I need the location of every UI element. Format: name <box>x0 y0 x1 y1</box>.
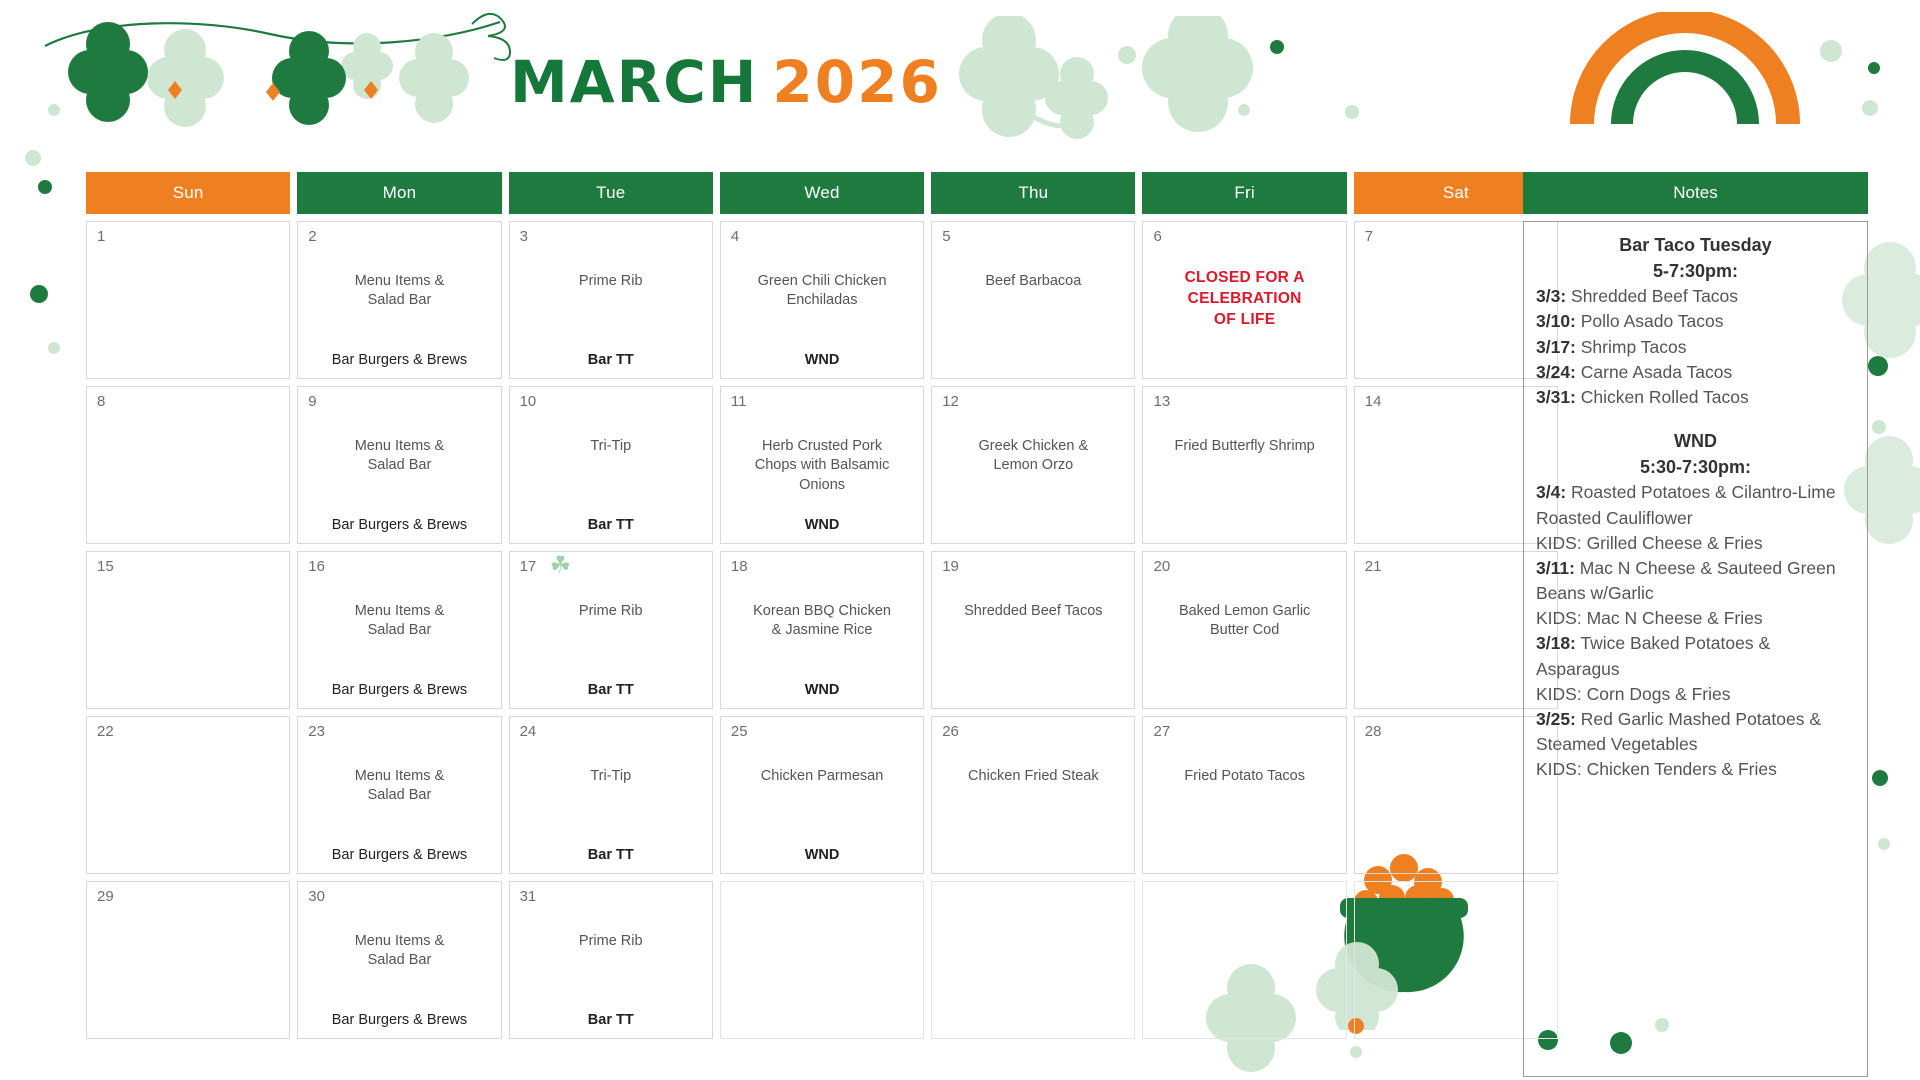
day-footer-label: Bar Burgers & Brews <box>331 1012 468 1028</box>
calendar-day-cell <box>1142 221 1346 379</box>
calendar-day-cell <box>1142 386 1346 544</box>
note-text: Red Garlic Mashed Potatoes & Steamed Vegetables <box>1536 709 1822 755</box>
calendar-day-cell <box>931 716 1135 874</box>
note-text: KIDS: Grilled Cheese & Fries <box>1536 532 1763 553</box>
note-text: Pollo Asado Tacos <box>1575 311 1724 332</box>
dot-decoration <box>1270 40 1284 54</box>
day-number: 2 <box>308 228 317 245</box>
calendar-day-cell <box>720 221 924 379</box>
daily-special: Prime Rib <box>578 933 643 949</box>
daily-special: Baked Lemon Garlic Butter Cod <box>1178 603 1311 639</box>
day-footer-label: Bar Burgers & Brews <box>331 847 468 863</box>
dot-decoration <box>25 150 41 166</box>
day-number: 20 <box>1153 558 1171 575</box>
day-number: 18 <box>730 558 748 575</box>
calendar-day-grid <box>86 221 1516 1039</box>
note-text: Carne Asada Tacos <box>1575 361 1733 382</box>
day-number: 10 <box>519 393 537 410</box>
calendar-grid <box>86 172 1516 1039</box>
wnd-title: WND <box>1674 431 1717 452</box>
calendar-day-cell <box>297 386 501 544</box>
daily-special: Menu Items & Salad Bar <box>354 438 445 474</box>
day-number: 28 <box>1364 723 1382 740</box>
weekday-header-thu: Thu <box>931 172 1135 214</box>
weekday-header-fri: Fri <box>1142 172 1346 214</box>
taco-tuesday-title: Bar Taco Tuesday <box>1619 235 1772 255</box>
daily-special: Tri-Tip <box>590 768 632 784</box>
daily-special: Chicken Fried Steak <box>968 768 1099 784</box>
dot-decoration <box>1118 46 1136 64</box>
weekday-header-sun: Sun <box>86 172 290 214</box>
dot-decoration <box>38 180 52 194</box>
wnd-note-item <box>1536 707 1855 757</box>
day-footer-label: WND <box>804 847 840 863</box>
daily-special: Menu Items & Salad Bar <box>354 273 445 309</box>
calendar-day-cell <box>297 551 501 709</box>
taco-tuesday-time: 5-7:30pm: <box>1652 261 1739 282</box>
day-footer-label: Bar TT <box>587 847 634 863</box>
rainbow-decoration <box>1570 12 1800 132</box>
daily-special: Fried Potato Tacos <box>1184 768 1305 784</box>
day-number: 16 <box>308 558 325 575</box>
calendar-day-cell <box>86 716 290 874</box>
calendar-cell-empty <box>1142 881 1346 1039</box>
note-text: KIDS: Chicken Tenders & Fries <box>1536 759 1777 780</box>
calendar-day-cell <box>509 386 713 544</box>
calendar-day-cell <box>297 881 501 1039</box>
weekday-header-tue: Tue <box>509 172 713 214</box>
taco-note-item <box>1536 309 1855 334</box>
dot-decoration <box>1872 420 1886 434</box>
calendar-day-cell <box>931 386 1135 544</box>
calendar-cell-empty <box>931 881 1135 1039</box>
title-month: MARCH <box>510 48 759 116</box>
day-number: 3 <box>519 228 528 245</box>
day-number: 27 <box>1153 723 1171 740</box>
note-text: Shrimp Tacos <box>1575 336 1687 357</box>
note-text: Twice Baked Potatoes & Asparagus <box>1536 633 1771 679</box>
taco-note-item <box>1536 284 1855 309</box>
day-number: 17 <box>519 558 537 575</box>
day-number: 30 <box>308 888 325 905</box>
day-number: 8 <box>97 393 106 410</box>
dot-decoration <box>1868 62 1880 74</box>
calendar-day-cell <box>931 551 1135 709</box>
day-footer-label: WND <box>804 352 840 368</box>
daily-special: Menu Items & Salad Bar <box>354 768 445 804</box>
notes-header: Notes <box>1523 172 1868 214</box>
day-number: 29 <box>97 888 114 905</box>
taco-note-item <box>1536 385 1855 410</box>
calendar-day-cell <box>509 551 713 709</box>
wnd-note-item <box>1536 606 1855 631</box>
day-number: 31 <box>519 888 537 905</box>
day-number: 12 <box>942 393 959 410</box>
day-number: 11 <box>730 393 747 410</box>
daily-special: Prime Rib <box>578 603 643 619</box>
daily-special: Prime Rib <box>578 273 643 289</box>
dot-decoration <box>48 104 60 116</box>
day-footer-label: Bar TT <box>587 352 634 368</box>
dot-decoration <box>1862 100 1878 116</box>
daily-special: Fried Butterfly Shrimp <box>1174 438 1315 454</box>
calendar-day-cell <box>720 551 924 709</box>
day-footer-label: Bar Burgers & Brews <box>331 517 468 533</box>
calendar-day-cell <box>86 221 290 379</box>
wnd-note-item <box>1536 631 1855 681</box>
dot-decoration <box>1345 105 1359 119</box>
daily-special: Tri-Tip <box>590 438 632 454</box>
daily-special: Shredded Beef Tacos <box>964 603 1103 619</box>
calendar-day-cell <box>86 881 290 1039</box>
calendar-day-cell <box>720 716 924 874</box>
wnd-note-item <box>1536 480 1855 530</box>
day-footer-label: WND <box>804 682 840 698</box>
day-number: 25 <box>730 723 748 740</box>
day-footer-label: Bar Burgers & Brews <box>331 682 468 698</box>
day-number: 1 <box>97 228 106 245</box>
note-text: Mac N Cheese & Sauteed Green Beans w/Garlic <box>1536 557 1836 604</box>
note-date: 3/18: <box>1536 633 1576 654</box>
day-number: 23 <box>308 723 325 740</box>
day-number: 15 <box>97 558 114 575</box>
notes-panel <box>1523 221 1868 1077</box>
dot-decoration <box>1868 356 1888 376</box>
day-number: 6 <box>1153 228 1162 245</box>
calendar-day-cell <box>86 551 290 709</box>
page-title <box>510 48 942 116</box>
day-number: 13 <box>1153 393 1171 410</box>
daily-special: Menu Items & Salad Bar <box>354 933 445 969</box>
day-number: 22 <box>97 723 114 740</box>
note-text: Roasted Potatoes & Cilantro-Lime Roasted Cauliflower <box>1536 482 1836 528</box>
note-text: KIDS: Corn Dogs & Fries <box>1536 683 1731 704</box>
dot-decoration <box>1350 1046 1362 1058</box>
dot-decoration <box>1820 40 1842 62</box>
day-number: 26 <box>942 723 959 740</box>
daily-special: Herb Crusted Pork Chops with Balsamic Onions <box>754 438 890 493</box>
wnd-time: 5:30-7:30pm: <box>1639 457 1752 478</box>
note-date: 3/3: <box>1536 286 1567 307</box>
weekday-header-row <box>86 172 1516 214</box>
wnd-note-item <box>1536 757 1855 782</box>
weekday-header-wed: Wed <box>720 172 924 214</box>
calendar-day-cell <box>1142 716 1346 874</box>
clover-decoration-top <box>940 16 1260 146</box>
calendar-day-cell <box>720 386 924 544</box>
calendar-day-cell <box>1142 551 1346 709</box>
calendar-day-cell <box>86 386 290 544</box>
dot-decoration <box>48 342 60 354</box>
wnd-note-item <box>1536 556 1855 606</box>
note-text: Shredded Beef Tacos <box>1566 286 1739 307</box>
day-number: 19 <box>942 558 959 575</box>
calendar-day-cell <box>509 716 713 874</box>
day-number: 24 <box>519 723 537 740</box>
daily-special: Green Chili Chicken Enchiladas <box>757 273 887 309</box>
daily-special: Greek Chicken & Lemon Orzo <box>978 438 1089 474</box>
weekday-header-mon: Mon <box>297 172 501 214</box>
calendar-day-cell <box>931 221 1135 379</box>
taco-note-item <box>1536 360 1855 385</box>
day-number: 5 <box>942 228 951 245</box>
calendar-day-cell <box>509 221 713 379</box>
daily-special: Menu Items & Salad Bar <box>354 603 445 639</box>
dot-decoration <box>1878 838 1890 850</box>
day-footer-label: Bar TT <box>587 1012 634 1028</box>
day-number: 9 <box>308 393 317 410</box>
dot-decoration <box>30 285 48 303</box>
day-footer-label: Bar TT <box>587 682 634 698</box>
wnd-note-item <box>1536 531 1855 556</box>
note-text: Chicken Rolled Tacos <box>1575 386 1749 407</box>
dot-decoration <box>1238 104 1250 116</box>
note-date: 3/11: <box>1536 557 1575 578</box>
calendar-cell-empty <box>720 881 924 1039</box>
day-footer-label: WND <box>804 517 840 533</box>
calendar-day-cell <box>297 716 501 874</box>
note-date: 3/25: <box>1536 709 1576 729</box>
daily-special: Korean BBQ Chicken & Jasmine Rice <box>753 603 891 639</box>
note-date: 3/17: <box>1536 336 1576 357</box>
note-text: KIDS: Mac N Cheese & Fries <box>1536 608 1763 629</box>
day-number: 14 <box>1364 393 1382 410</box>
wnd-note-item <box>1536 682 1855 707</box>
day-number: 7 <box>1364 228 1374 245</box>
clover-garland-decoration <box>20 6 530 136</box>
calendar-day-cell <box>509 881 713 1039</box>
day-number: 21 <box>1364 558 1382 575</box>
note-date: 3/31: <box>1536 386 1576 407</box>
daily-special: Beef Barbacoa <box>985 273 1082 289</box>
title-year: 2026 <box>772 48 942 116</box>
day-footer-label: Bar Burgers & Brews <box>331 352 468 368</box>
closed-notice: CLOSED FOR A CELEBRATION OF LIFE <box>1184 269 1305 328</box>
weekday-header-sat: Sat <box>1354 172 1558 214</box>
calendar-day-cell <box>297 221 501 379</box>
notes-spacer <box>1536 410 1855 428</box>
day-number: 4 <box>730 228 740 245</box>
dot-decoration <box>1872 770 1888 786</box>
daily-special: Chicken Parmesan <box>760 768 884 784</box>
shamrock-icon: ☘ <box>549 552 572 579</box>
taco-note-item <box>1536 335 1855 360</box>
note-date: 3/4: <box>1536 482 1567 503</box>
note-date: 3/24: <box>1536 361 1576 382</box>
day-footer-label: Bar TT <box>587 517 634 533</box>
note-date: 3/10: <box>1536 311 1576 332</box>
